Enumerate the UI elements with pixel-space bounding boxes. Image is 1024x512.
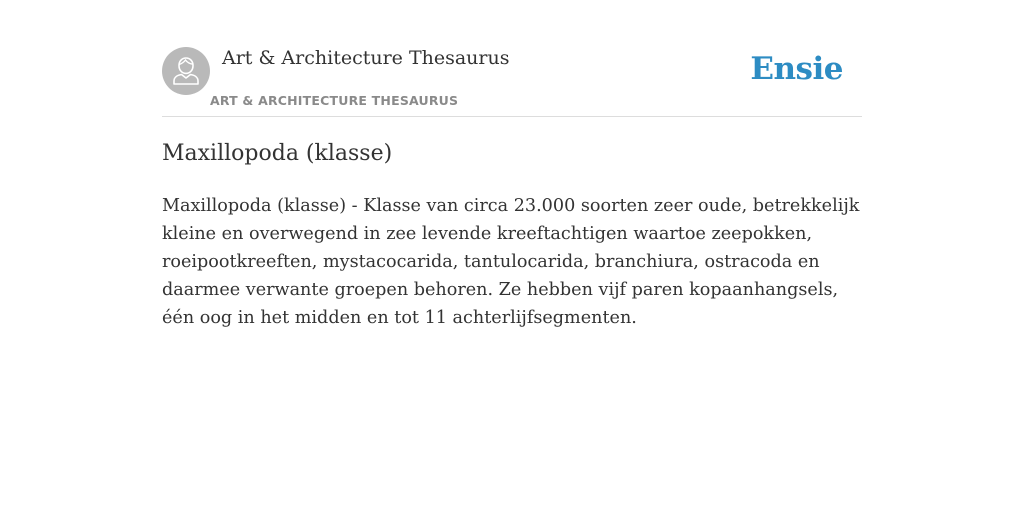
source-header xyxy=(162,46,862,117)
avatar[interactable] xyxy=(162,47,210,95)
source-title[interactable]: Art & Architecture Thesaurus xyxy=(222,47,510,69)
entry-title: Maxillopoda (klasse) xyxy=(162,141,393,166)
source-subtitle: ART & ARCHITECTURE THESAURUS xyxy=(210,93,459,108)
user-icon xyxy=(162,47,210,95)
entry-definition: Maxillopoda (klasse) - Klasse van circa 23.000 soorten zeer oude, betrekkelijk kleine en overwegend in zee levende kreeftachtigen waartoe zeepokken, roeipootkreeften, mystacocarida, tantulocarida, branchiura, ostracoda en daarmee verwante groepen behoren. Ze hebben vijf paren kopaanhangsels, één oog in het midden en tot 11 achterlijfsegmenten. xyxy=(162,196,860,328)
brand-logo[interactable]: Ensie xyxy=(750,51,843,87)
